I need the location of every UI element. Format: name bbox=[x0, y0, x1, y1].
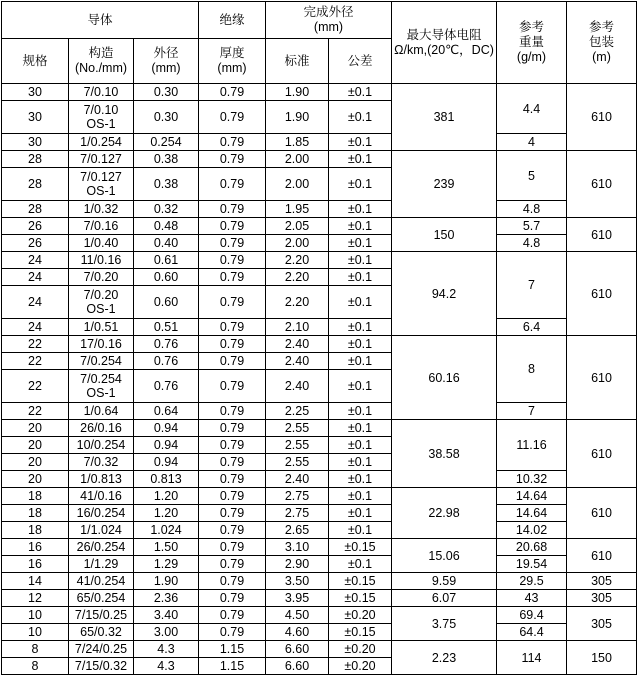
standard-cell: 2.10 bbox=[266, 319, 329, 336]
awg-cell: 28 bbox=[2, 151, 69, 168]
outer-dia-cell: 0.813 bbox=[134, 471, 199, 488]
tolerance-cell: ±0.1 bbox=[329, 252, 392, 269]
table-row bbox=[2, 252, 637, 269]
awg-cell: 30 bbox=[2, 84, 69, 101]
standard-cell: 6.60 bbox=[266, 641, 329, 658]
thickness-cell: 0.79 bbox=[199, 84, 266, 101]
awg-cell: 26 bbox=[2, 218, 69, 235]
awg-cell: 22 bbox=[2, 336, 69, 353]
awg-cell: 30 bbox=[2, 134, 69, 151]
awg-cell: 30 bbox=[2, 101, 69, 134]
standard-cell: 2.40 bbox=[266, 336, 329, 353]
tolerance-cell: ±0.1 bbox=[329, 454, 392, 471]
package-header: 参考 包装 (m) bbox=[567, 2, 637, 84]
standard-cell: 2.40 bbox=[266, 471, 329, 488]
construction-cell: 7/0.127 bbox=[69, 151, 134, 168]
table-row bbox=[2, 84, 637, 101]
thickness-cell: 0.79 bbox=[199, 353, 266, 370]
thickness-cell: 0.79 bbox=[199, 573, 266, 590]
construction-cell: 26/0.254 bbox=[69, 539, 134, 556]
package-cell: 610 bbox=[567, 252, 637, 336]
tolerance-cell: ±0.15 bbox=[329, 539, 392, 556]
thickness-cell: 0.79 bbox=[199, 607, 266, 624]
standard-cell: 2.90 bbox=[266, 556, 329, 573]
tolerance-cell: ±0.20 bbox=[329, 658, 392, 675]
table-row bbox=[2, 522, 637, 539]
outer-dia-cell: 1.50 bbox=[134, 539, 199, 556]
weight-cell: 64.4 bbox=[497, 624, 567, 641]
table-row bbox=[2, 420, 637, 437]
construction-cell: 1/0.51 bbox=[69, 319, 134, 336]
outer-dia-cell: 0.60 bbox=[134, 286, 199, 319]
awg-cell: 16 bbox=[2, 556, 69, 573]
construction-cell: 7/15/0.25 bbox=[69, 607, 134, 624]
thickness-cell: 0.79 bbox=[199, 269, 266, 286]
resistance-cell: 2.23 bbox=[392, 641, 497, 675]
outer-dia-cell: 4.3 bbox=[134, 658, 199, 675]
tolerance-cell: ±0.1 bbox=[329, 403, 392, 420]
construction-cell: 10/0.254 bbox=[69, 437, 134, 454]
construction-cell: 1/0.40 bbox=[69, 235, 134, 252]
tolerance-cell: ±0.15 bbox=[329, 573, 392, 590]
package-cell: 305 bbox=[567, 607, 637, 641]
table-row bbox=[2, 134, 637, 151]
tolerance-cell: ±0.1 bbox=[329, 488, 392, 505]
weight-cell: 43 bbox=[497, 590, 567, 607]
construction-cell: 1/1.024 bbox=[69, 522, 134, 539]
tolerance-cell: ±0.1 bbox=[329, 101, 392, 134]
standard-cell: 4.60 bbox=[266, 624, 329, 641]
weight-cell: 19.54 bbox=[497, 556, 567, 573]
outer-dia-cell: 1.20 bbox=[134, 488, 199, 505]
weight-cell: 10.32 bbox=[497, 471, 567, 488]
tolerance-cell: ±0.1 bbox=[329, 218, 392, 235]
outer-dia-cell: 1.20 bbox=[134, 505, 199, 522]
thickness-cell: 0.79 bbox=[199, 336, 266, 353]
construction-cell: 26/0.16 bbox=[69, 420, 134, 437]
package-cell: 610 bbox=[567, 84, 637, 151]
standard-cell: 2.75 bbox=[266, 505, 329, 522]
thickness-cell: 0.79 bbox=[199, 134, 266, 151]
awg-cell: 20 bbox=[2, 437, 69, 454]
table-row bbox=[2, 319, 637, 336]
standard-cell: 2.00 bbox=[266, 168, 329, 201]
thickness-cell: 0.79 bbox=[199, 252, 266, 269]
standard-cell: 2.00 bbox=[266, 151, 329, 168]
standard-cell: 2.65 bbox=[266, 522, 329, 539]
awg-cell: 14 bbox=[2, 573, 69, 590]
construction-cell: 65/0.254 bbox=[69, 590, 134, 607]
package-cell: 610 bbox=[567, 151, 637, 218]
awg-cell: 8 bbox=[2, 641, 69, 658]
construction-cell: 7/0.10 OS-1 bbox=[69, 101, 134, 134]
awg-cell: 24 bbox=[2, 269, 69, 286]
package-cell: 610 bbox=[567, 539, 637, 573]
table-row bbox=[2, 590, 637, 607]
thickness-cell: 0.79 bbox=[199, 201, 266, 218]
construction-cell: 41/0.16 bbox=[69, 488, 134, 505]
tolerance-header: 公差 bbox=[329, 39, 392, 84]
construction-cell: 7/15/0.32 bbox=[69, 658, 134, 675]
table-row bbox=[2, 573, 637, 590]
tolerance-cell: ±0.1 bbox=[329, 235, 392, 252]
weight-cell: 8 bbox=[497, 336, 567, 403]
standard-cell: 2.75 bbox=[266, 488, 329, 505]
table-header bbox=[2, 2, 637, 84]
standard-header: 标准 bbox=[266, 39, 329, 84]
standard-cell: 3.10 bbox=[266, 539, 329, 556]
standard-cell: 4.50 bbox=[266, 607, 329, 624]
construction-cell: 7/0.16 bbox=[69, 218, 134, 235]
thickness-cell: 0.79 bbox=[199, 151, 266, 168]
thickness-cell: 0.79 bbox=[199, 286, 266, 319]
resistance-cell: 6.07 bbox=[392, 590, 497, 607]
outer-dia-cell: 0.38 bbox=[134, 151, 199, 168]
construction-header: 构造 (No./mm) bbox=[69, 39, 134, 84]
table-row bbox=[2, 151, 637, 168]
tolerance-cell: ±0.1 bbox=[329, 319, 392, 336]
awg-cell: 10 bbox=[2, 607, 69, 624]
resistance-cell: 22.98 bbox=[392, 488, 497, 539]
standard-cell: 3.50 bbox=[266, 573, 329, 590]
awg-cell: 16 bbox=[2, 539, 69, 556]
weight-cell: 114 bbox=[497, 641, 567, 675]
standard-cell: 6.60 bbox=[266, 658, 329, 675]
awg-cell: 20 bbox=[2, 454, 69, 471]
awg-cell: 28 bbox=[2, 201, 69, 218]
resistance-cell: 60.16 bbox=[392, 336, 497, 420]
weight-header: 参考 重量 (g/m) bbox=[497, 2, 567, 84]
outer-dia-cell: 0.30 bbox=[134, 101, 199, 134]
awg-cell: 26 bbox=[2, 235, 69, 252]
construction-cell: 7/0.32 bbox=[69, 454, 134, 471]
outer-dia-cell: 0.30 bbox=[134, 84, 199, 101]
package-cell: 610 bbox=[567, 420, 637, 488]
tolerance-cell: ±0.1 bbox=[329, 437, 392, 454]
table-row bbox=[2, 218, 637, 235]
awg-cell: 8 bbox=[2, 658, 69, 675]
standard-cell: 2.00 bbox=[266, 235, 329, 252]
tolerance-cell: ±0.15 bbox=[329, 624, 392, 641]
thickness-header: 厚度 (mm) bbox=[199, 39, 266, 84]
table-row bbox=[2, 505, 637, 522]
outer-dia-header: 外径 (mm) bbox=[134, 39, 199, 84]
weight-cell: 14.64 bbox=[497, 505, 567, 522]
conductor-header: 导体 bbox=[2, 2, 199, 39]
table-row bbox=[2, 641, 637, 658]
awg-cell: 22 bbox=[2, 403, 69, 420]
construction-cell: 1/1.29 bbox=[69, 556, 134, 573]
tolerance-cell: ±0.1 bbox=[329, 269, 392, 286]
awg-header: 规格 bbox=[2, 39, 69, 84]
tolerance-cell: ±0.1 bbox=[329, 370, 392, 403]
package-cell: 305 bbox=[567, 590, 637, 607]
thickness-cell: 0.79 bbox=[199, 624, 266, 641]
weight-cell: 29.5 bbox=[497, 573, 567, 590]
outer-dia-cell: 0.48 bbox=[134, 218, 199, 235]
thickness-cell: 0.79 bbox=[199, 168, 266, 201]
standard-cell: 2.20 bbox=[266, 269, 329, 286]
standard-cell: 2.55 bbox=[266, 454, 329, 471]
resistance-cell: 3.75 bbox=[392, 607, 497, 641]
tolerance-cell: ±0.1 bbox=[329, 151, 392, 168]
construction-cell: 7/0.127 OS-1 bbox=[69, 168, 134, 201]
awg-cell: 18 bbox=[2, 522, 69, 539]
outer-dia-cell: 0.76 bbox=[134, 336, 199, 353]
construction-cell: 1/0.32 bbox=[69, 201, 134, 218]
weight-cell: 5 bbox=[497, 151, 567, 201]
thickness-cell: 0.79 bbox=[199, 319, 266, 336]
awg-cell: 22 bbox=[2, 370, 69, 403]
outer-dia-cell: 0.38 bbox=[134, 168, 199, 201]
outer-dia-cell: 0.32 bbox=[134, 201, 199, 218]
table-row bbox=[2, 471, 637, 488]
standard-cell: 1.90 bbox=[266, 101, 329, 134]
standard-cell: 2.05 bbox=[266, 218, 329, 235]
construction-cell: 11/0.16 bbox=[69, 252, 134, 269]
package-cell: 610 bbox=[567, 336, 637, 420]
construction-cell: 41/0.254 bbox=[69, 573, 134, 590]
resistance-cell: 239 bbox=[392, 151, 497, 218]
table-row bbox=[2, 336, 637, 353]
table-body bbox=[2, 84, 637, 675]
thickness-cell: 0.79 bbox=[199, 522, 266, 539]
finished-od-header: 完成外径 (mm) bbox=[266, 2, 392, 39]
standard-cell: 1.95 bbox=[266, 201, 329, 218]
tolerance-cell: ±0.1 bbox=[329, 522, 392, 539]
resistance-cell: 38.58 bbox=[392, 420, 497, 488]
outer-dia-cell: 0.51 bbox=[134, 319, 199, 336]
awg-cell: 18 bbox=[2, 488, 69, 505]
thickness-cell: 0.79 bbox=[199, 437, 266, 454]
resistance-cell: 150 bbox=[392, 218, 497, 252]
thickness-cell: 0.79 bbox=[199, 235, 266, 252]
tolerance-cell: ±0.1 bbox=[329, 286, 392, 319]
awg-cell: 12 bbox=[2, 590, 69, 607]
standard-cell: 3.95 bbox=[266, 590, 329, 607]
outer-dia-cell: 0.64 bbox=[134, 403, 199, 420]
tolerance-cell: ±0.1 bbox=[329, 336, 392, 353]
standard-cell: 2.20 bbox=[266, 252, 329, 269]
outer-dia-cell: 1.024 bbox=[134, 522, 199, 539]
tolerance-cell: ±0.15 bbox=[329, 590, 392, 607]
weight-cell: 4.8 bbox=[497, 235, 567, 252]
outer-dia-cell: 3.00 bbox=[134, 624, 199, 641]
construction-cell: 1/0.64 bbox=[69, 403, 134, 420]
thickness-cell: 0.79 bbox=[199, 505, 266, 522]
outer-dia-cell: 0.61 bbox=[134, 252, 199, 269]
thickness-cell: 0.79 bbox=[199, 556, 266, 573]
construction-cell: 17/0.16 bbox=[69, 336, 134, 353]
tolerance-cell: ±0.1 bbox=[329, 84, 392, 101]
outer-dia-cell: 0.94 bbox=[134, 454, 199, 471]
thickness-cell: 0.79 bbox=[199, 403, 266, 420]
weight-cell: 20.68 bbox=[497, 539, 567, 556]
tolerance-cell: ±0.20 bbox=[329, 607, 392, 624]
resistance-header: 最大导体电阻 Ω/km,(20℃，DC) bbox=[392, 2, 497, 84]
weight-cell: 14.02 bbox=[497, 522, 567, 539]
weight-cell: 4.8 bbox=[497, 201, 567, 218]
thickness-cell: 0.79 bbox=[199, 471, 266, 488]
table-row bbox=[2, 403, 637, 420]
resistance-cell: 94.2 bbox=[392, 252, 497, 336]
weight-cell: 5.7 bbox=[497, 218, 567, 235]
table-row bbox=[2, 607, 637, 624]
resistance-cell: 9.59 bbox=[392, 573, 497, 590]
table-row bbox=[2, 556, 637, 573]
thickness-cell: 0.79 bbox=[199, 488, 266, 505]
outer-dia-cell: 0.76 bbox=[134, 353, 199, 370]
outer-dia-cell: 0.94 bbox=[134, 420, 199, 437]
table-row bbox=[2, 488, 637, 505]
tolerance-cell: ±0.1 bbox=[329, 505, 392, 522]
construction-cell: 1/0.254 bbox=[69, 134, 134, 151]
package-cell: 610 bbox=[567, 218, 637, 252]
awg-cell: 22 bbox=[2, 353, 69, 370]
weight-cell: 69.4 bbox=[497, 607, 567, 624]
awg-cell: 24 bbox=[2, 286, 69, 319]
standard-cell: 2.40 bbox=[266, 370, 329, 403]
package-cell: 150 bbox=[567, 641, 637, 675]
standard-cell: 2.55 bbox=[266, 420, 329, 437]
thickness-cell: 0.79 bbox=[199, 454, 266, 471]
thickness-cell: 1.15 bbox=[199, 641, 266, 658]
tolerance-cell: ±0.1 bbox=[329, 134, 392, 151]
construction-cell: 7/24/0.25 bbox=[69, 641, 134, 658]
resistance-cell: 381 bbox=[392, 84, 497, 151]
outer-dia-cell: 2.36 bbox=[134, 590, 199, 607]
outer-dia-cell: 0.254 bbox=[134, 134, 199, 151]
resistance-cell: 15.06 bbox=[392, 539, 497, 573]
construction-cell: 1/0.813 bbox=[69, 471, 134, 488]
thickness-cell: 0.79 bbox=[199, 101, 266, 134]
standard-cell: 2.55 bbox=[266, 437, 329, 454]
construction-cell: 7/0.254 OS-1 bbox=[69, 370, 134, 403]
awg-cell: 10 bbox=[2, 624, 69, 641]
thickness-cell: 0.79 bbox=[199, 370, 266, 403]
thickness-cell: 0.79 bbox=[199, 539, 266, 556]
insulation-header: 绝缘 bbox=[199, 2, 266, 39]
tolerance-cell: ±0.20 bbox=[329, 641, 392, 658]
tolerance-cell: ±0.1 bbox=[329, 353, 392, 370]
table-row bbox=[2, 624, 637, 641]
weight-cell: 4.4 bbox=[497, 84, 567, 134]
table-row bbox=[2, 235, 637, 252]
outer-dia-cell: 4.3 bbox=[134, 641, 199, 658]
thickness-cell: 0.79 bbox=[199, 420, 266, 437]
awg-cell: 18 bbox=[2, 505, 69, 522]
awg-cell: 24 bbox=[2, 319, 69, 336]
construction-cell: 7/0.254 bbox=[69, 353, 134, 370]
awg-cell: 28 bbox=[2, 168, 69, 201]
weight-cell: 7 bbox=[497, 252, 567, 319]
construction-cell: 16/0.254 bbox=[69, 505, 134, 522]
wire-spec-table bbox=[1, 1, 637, 675]
thickness-cell: 0.79 bbox=[199, 218, 266, 235]
outer-dia-cell: 3.40 bbox=[134, 607, 199, 624]
tolerance-cell: ±0.1 bbox=[329, 556, 392, 573]
awg-cell: 24 bbox=[2, 252, 69, 269]
standard-cell: 1.90 bbox=[266, 84, 329, 101]
construction-cell: 7/0.20 OS-1 bbox=[69, 286, 134, 319]
package-cell: 305 bbox=[567, 573, 637, 590]
weight-cell: 6.4 bbox=[497, 319, 567, 336]
package-cell: 610 bbox=[567, 488, 637, 539]
weight-cell: 14.64 bbox=[497, 488, 567, 505]
weight-cell: 4 bbox=[497, 134, 567, 151]
outer-dia-cell: 0.40 bbox=[134, 235, 199, 252]
construction-cell: 65/0.32 bbox=[69, 624, 134, 641]
table-row bbox=[2, 201, 637, 218]
thickness-cell: 0.79 bbox=[199, 590, 266, 607]
weight-cell: 7 bbox=[497, 403, 567, 420]
outer-dia-cell: 0.94 bbox=[134, 437, 199, 454]
outer-dia-cell: 0.60 bbox=[134, 269, 199, 286]
standard-cell: 2.25 bbox=[266, 403, 329, 420]
tolerance-cell: ±0.1 bbox=[329, 168, 392, 201]
table-row bbox=[2, 539, 637, 556]
standard-cell: 2.40 bbox=[266, 353, 329, 370]
thickness-cell: 1.15 bbox=[199, 658, 266, 675]
standard-cell: 1.85 bbox=[266, 134, 329, 151]
awg-cell: 20 bbox=[2, 420, 69, 437]
tolerance-cell: ±0.1 bbox=[329, 201, 392, 218]
awg-cell: 20 bbox=[2, 471, 69, 488]
outer-dia-cell: 0.76 bbox=[134, 370, 199, 403]
outer-dia-cell: 1.90 bbox=[134, 573, 199, 590]
construction-cell: 7/0.10 bbox=[69, 84, 134, 101]
tolerance-cell: ±0.1 bbox=[329, 420, 392, 437]
construction-cell: 7/0.20 bbox=[69, 269, 134, 286]
tolerance-cell: ±0.1 bbox=[329, 471, 392, 488]
weight-cell: 11.16 bbox=[497, 420, 567, 471]
standard-cell: 2.20 bbox=[266, 286, 329, 319]
outer-dia-cell: 1.29 bbox=[134, 556, 199, 573]
